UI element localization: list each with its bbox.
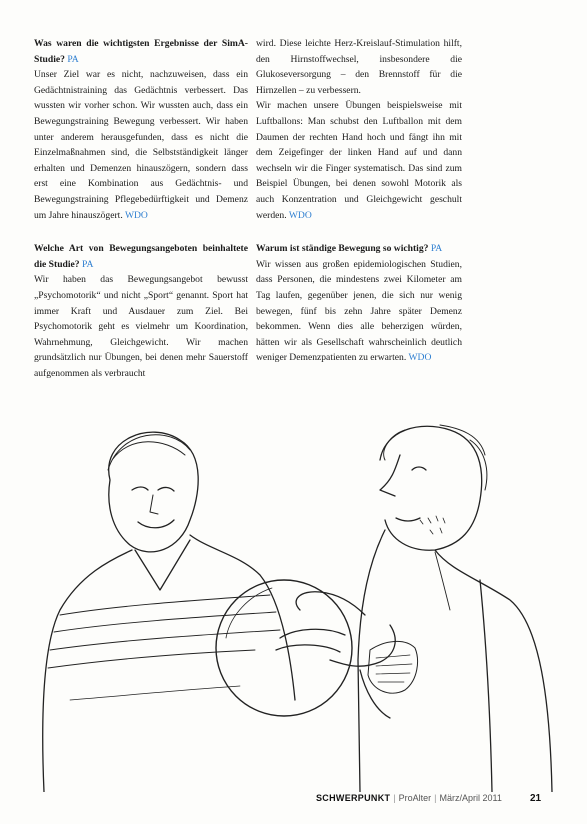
answer-tag: WDO: [288, 209, 312, 221]
sketch-illustration: [40, 400, 554, 792]
left-column: [34, 36, 248, 399]
footer-separator: |: [434, 793, 437, 803]
answer-tag: WDO: [408, 352, 432, 364]
right-column: [256, 36, 462, 384]
footer-section: SCHWERPUNKT: [316, 793, 391, 803]
qa-block-results: [34, 36, 248, 223]
qa-block-constant-movement: [256, 241, 462, 366]
continuation-paragraph: [256, 36, 462, 98]
continuation-text: wird. Diese leichte Herz-Kreislauf-Stimulation hilft, den Hirnstoffwechsel, insbesondere die Glukoseversorgung – den Brennstoff für die Hirnzellen – zu verbessern.: [256, 38, 462, 96]
footer-magazine: ProAlter: [398, 793, 432, 803]
answer-tag: WDO: [124, 209, 148, 221]
answer-constant-movement: Wir wissen aus großen epidemiologischen Studien, dass Personen, die mindestens zwei Kilometer am Tag laufen, gegenüber jenen, die sich nur wenig bewegen, fünf bis zehn Jahre später Demenz bekommen. Wenn dies alle beherzigen würden, hätten wir als Gesellschaft wahrscheinlich deutlich weniger Demenzpatienten zu erwarten.: [256, 258, 462, 364]
sketch-two-men-balloon-icon: [40, 400, 554, 792]
qa-block-movement-offers: [34, 241, 248, 381]
question-tag: PA: [430, 243, 443, 255]
balloon-exercise-text: Wir machen unsere Übungen beispielsweise mit Luftballons: Man schubst den Luftballon mit dem Daumen der rechten Hand hoch und fängt ihn mit dem Zeigefinger der linken Hand auf und dann wechseln wir die Finger systematisch. Das sind zum Beispiel Übungen, bei denen sowohl Motorik als auch Konzentration und Gleichgewicht geschult werden.: [256, 100, 462, 221]
page-number: 21: [530, 793, 542, 804]
question-results: Was waren die wichtigsten Ergebnisse der SimA-Studie?: [34, 38, 248, 65]
question-tag: PA: [82, 258, 94, 270]
question-constant-movement: Warum ist ständige Bewegung so wichtig?: [256, 243, 429, 255]
page-footer: [316, 793, 556, 803]
question-movement-offers: Welche Art von Bewegungsangeboten beinhaltete die Studie?: [34, 243, 248, 270]
balloon-exercise-paragraph: [256, 98, 462, 223]
answer-movement-offers: Wir haben das Bewegungsangebot bewusst „Psychomotorik“ und nicht „Sport“ genannt. Sport hat immer Kraft und Ausdauer zum Ziel. Bei Psychomotorik geht es vielmehr um Koordination, Wahrnehmung, Gleichgewicht. Wir machen grundsätzlich nur Übungen, bei denen mehr Sauerstoff aufgenommen als verbraucht: [34, 274, 248, 379]
footer-separator: |: [393, 793, 396, 803]
answer-results: Unser Ziel war es nicht, nachzuweisen, dass ein Gedächtnistraining das Gedächtnis verbessert. Das wussten wir vorher schon. Wir wussten auch, dass ein Bewegungstraining Bewegung verbessert. Wir haben unter anderem herausgefunden, dass es nicht die Einzelmaßnahmen sind, die Selbstständigkeit länger erhalten und Demenzen hinauszögern, sondern dass erst eine Kombination aus Gedächtnis- und Bewegungstraining Pflegebedürftigkeit und Demenz um Jahre hinauszögert.: [34, 69, 248, 221]
footer-issue: März/April 2011: [439, 793, 502, 803]
question-tag: PA: [67, 53, 79, 65]
